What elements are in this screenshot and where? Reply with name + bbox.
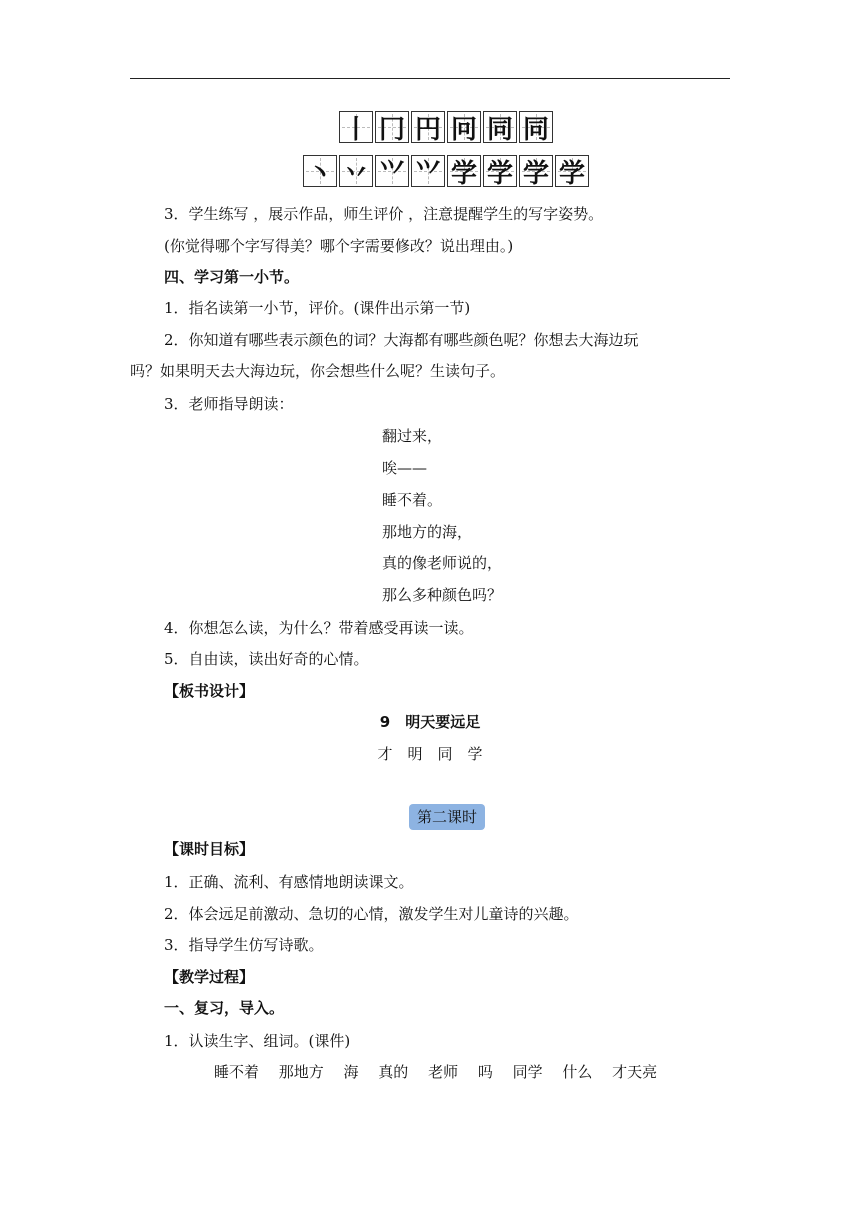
step-2a: 2．你知道有哪些表示颜色的词？大海都有哪些颜色呢？你想去大海边玩 xyxy=(164,331,639,349)
stroke-order-xue xyxy=(303,155,591,187)
stroke-glyph: 同 xyxy=(522,114,549,145)
stroke-cell xyxy=(375,155,409,187)
lesson-badge: 第二课时 xyxy=(409,804,485,830)
stroke-glyph: ⺍ xyxy=(414,158,441,189)
board-heading: 【板书设计】 xyxy=(164,682,255,700)
stroke-glyph: 学 xyxy=(558,158,585,189)
stroke-cell xyxy=(411,111,445,143)
poem-line: 睡不着。 xyxy=(382,491,443,509)
stroke-glyph: 円 xyxy=(414,114,441,145)
stroke-glyph: 学 xyxy=(486,158,513,189)
stroke-order-tong xyxy=(339,111,555,143)
poem-line: 那么多种颜色吗？ xyxy=(382,586,503,604)
poem-line: 那地方的海， xyxy=(382,523,473,541)
step-4: 4．你想怎么读，为什么？带着感受再读一读。 xyxy=(164,619,474,637)
stroke-cell xyxy=(447,155,481,187)
stroke-glyph: ⺍ xyxy=(378,158,405,189)
step-5: 5．自由读，读出好奇的心情。 xyxy=(164,650,369,668)
board-chars: 才 明 同 学 xyxy=(377,745,483,763)
stroke-glyph: 丷 xyxy=(342,158,369,189)
stroke-glyph: 学 xyxy=(522,158,549,189)
word-list: 睡不着 那地方 海 真的 老师 吗 同学 什么 才天亮 xyxy=(214,1063,658,1081)
goals-heading: 【课时目标】 xyxy=(164,840,255,858)
step-2b: 吗？如果明天去大海边玩，你会想些什么呢？生读句子。 xyxy=(130,362,506,380)
process-heading: 【教学过程】 xyxy=(164,968,255,986)
stroke-cell xyxy=(339,111,373,143)
stroke-cell xyxy=(375,111,409,143)
goal-3: 3．指导学生仿写诗歌。 xyxy=(164,936,324,954)
section-heading-4: 四、学习第一小节。 xyxy=(164,268,300,286)
stroke-glyph: 丨 xyxy=(342,114,369,145)
step-1: 1．指名读第一小节，评价。(课件出示第一节) xyxy=(164,299,471,317)
header-rule xyxy=(130,78,730,79)
stroke-cell xyxy=(519,111,553,143)
goal-1: 1．正确、流利、有感情地朗读课文。 xyxy=(164,873,414,891)
poem-line: 翻过来， xyxy=(382,427,443,445)
part-1-heading: 一、复习，导入。 xyxy=(164,999,285,1017)
stroke-cell xyxy=(555,155,589,187)
stroke-cell xyxy=(519,155,553,187)
stroke-glyph: 同 xyxy=(486,114,513,145)
practice-note: (你觉得哪个字写得美？哪个字需要修改？说出理由。) xyxy=(164,237,514,255)
stroke-cell xyxy=(411,155,445,187)
poem-line: 唉—— xyxy=(382,459,428,477)
step-3: 3．老师指导朗读： xyxy=(164,395,294,413)
practice-step: 3．学生练写 ，展示作品，师生评价 ，注意提醒学生的写字姿势。 xyxy=(164,205,604,223)
stroke-glyph: 冂 xyxy=(378,114,405,145)
stroke-glyph: 丶 xyxy=(306,158,333,189)
stroke-glyph: 冋 xyxy=(450,114,477,145)
stroke-cell xyxy=(339,155,373,187)
stroke-cell xyxy=(483,155,517,187)
stroke-glyph: 学 xyxy=(450,158,477,189)
board-title: 9 明天要远足 xyxy=(379,713,481,731)
stroke-cell xyxy=(303,155,337,187)
goal-2: 2．体会远足前激动、急切的心情，激发学生对儿童诗的兴趣。 xyxy=(164,905,579,923)
stroke-cell xyxy=(483,111,517,143)
review-step-1: 1．认读生字、组词。(课件) xyxy=(164,1032,351,1050)
poem-line: 真的像老师说的， xyxy=(382,554,503,572)
stroke-cell xyxy=(447,111,481,143)
